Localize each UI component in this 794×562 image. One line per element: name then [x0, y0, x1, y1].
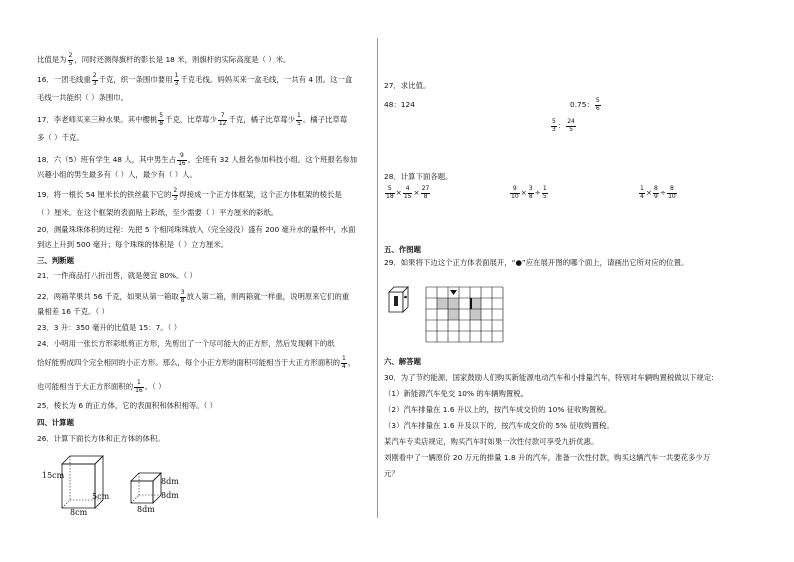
- section-6-heading: 六、解答题: [384, 357, 421, 366]
- q22-text-a: 22．两箱苹果共 56 千克，如果从第一箱取: [37, 292, 179, 301]
- cube-edge-label-1: 8dm: [161, 477, 179, 486]
- numerator: 2: [92, 72, 97, 79]
- question-19-line-1: [37, 188, 342, 202]
- q24-text-c: 也可能相当于大正方形面积的: [37, 382, 134, 391]
- question-20-line-1: 20．测量珠珠体积的过程：先把 5 个相同珠珠放入（完全浸没）盛有 200 毫升水的量杯中，水面: [37, 225, 356, 234]
- calc-3: [638, 186, 678, 200]
- fraction: [403, 186, 413, 200]
- numerator: 5: [595, 97, 600, 104]
- q16-text-b: 千克，织一条围巾要用: [98, 75, 173, 84]
- fraction: [177, 153, 187, 167]
- q24-text-b: ，: [347, 358, 356, 367]
- question-18-line-1: [37, 153, 357, 167]
- numerator: 9: [177, 153, 187, 161]
- numerator: 24: [567, 118, 575, 125]
- question-30-line-6: 刘刚看中了一辆原价 20 万元的排量 1.8 升的汽车，准备一次性付款，购买这辆汽车一共要花多少万: [384, 453, 711, 462]
- cube-side-face: [153, 473, 161, 503]
- question-22-line-2: 量相差 16 千克。（ ）: [37, 307, 109, 316]
- denominator: 8: [528, 192, 533, 200]
- cube-hidden-edge: [131, 495, 139, 503]
- numerator: 9: [510, 186, 520, 194]
- q17-text-d: 。橘子比草莓: [302, 115, 348, 124]
- q19-text-a: 19．将一根长 54 厘米长的铁丝截下它的: [37, 190, 172, 199]
- denominator: 18: [386, 192, 394, 200]
- question-27: 27．求比值。: [384, 81, 431, 90]
- section-4-heading: 四、计算题: [37, 418, 74, 427]
- q17-text-b: 千克，比草莓少: [165, 115, 217, 124]
- numerator: 3: [180, 289, 185, 296]
- denominator: 8: [159, 119, 164, 127]
- fraction: [595, 98, 601, 112]
- q15-text-a: 比值是为: [37, 55, 67, 64]
- fraction: [172, 188, 178, 202]
- question-25: 25．棱长为 6 的正方体，它的表面积和体积相等。（ ）: [37, 401, 218, 410]
- q16-text-a: 16．一团毛线重: [37, 75, 91, 84]
- q18-text-b: ，全班有 32 人报名参加科技小组。这个班报名参加: [187, 155, 358, 164]
- question-16-line-1: [37, 73, 352, 87]
- section-5-heading: 五、作图题: [384, 245, 421, 254]
- q22-text-b: 放入第二箱，则两箱就一样重，说明原来它们的重: [186, 292, 350, 301]
- fraction: [158, 113, 164, 127]
- denominator: 3: [92, 79, 97, 87]
- numerator: 27: [421, 185, 430, 192]
- question-30-line-4: （3）汽车排量在 1.6 升及以下的，按汽车成交价的 5% 征收购置税。: [384, 421, 614, 430]
- fraction: [296, 113, 302, 127]
- numerator: 5: [552, 118, 556, 125]
- q24-text-a: 恰好能剪成四个完全相同的小正方形。那么，每个小正方形的面积可能相当于大正方形面积的: [37, 358, 341, 367]
- denominator: 3: [174, 79, 179, 87]
- operator: ×: [395, 188, 402, 197]
- fraction: [653, 186, 659, 200]
- numerator: 1: [134, 380, 144, 388]
- ratio-3: [550, 119, 577, 133]
- numerator: 5: [159, 112, 164, 119]
- ratio-1: 48：124: [384, 100, 415, 109]
- numerator: 1: [640, 185, 644, 192]
- question-30-line-5: 某汽车专卖店规定，购买汽车时如果一次性付款可享受九折优惠。: [384, 437, 599, 446]
- question-21: 21．一件商品打八折出售，就是便宜 80%。（ ）: [37, 271, 197, 280]
- question-17-line-1: [37, 113, 347, 127]
- denominator: 6: [595, 104, 600, 112]
- net-grid: [426, 287, 516, 347]
- denominator: 8: [180, 296, 185, 304]
- question-20-line-2: 到达上升到 500 毫升；每个珠珠的体积是（ ）立方厘米。: [37, 240, 229, 249]
- numerator: 8: [654, 185, 658, 192]
- question-24-line-1: 24．小明用一张长方形彩纸剪正方形，先剪出了一个尽可能大的正方形，然后发现剩下的纸: [37, 339, 335, 348]
- q16-text-c: 千克毛线。妈妈买来一盒毛线，一共有 4 团。这一盒: [180, 75, 353, 84]
- question-28: 28．计算下面各题。: [384, 172, 453, 181]
- ratio-sign: ：: [557, 121, 566, 130]
- numerator: 1: [297, 112, 301, 119]
- operator: ×: [645, 188, 653, 197]
- fraction: [421, 186, 431, 200]
- denominator: 9: [654, 192, 658, 200]
- question-30-line-7: 元？: [384, 469, 399, 478]
- question-15-tail: [37, 53, 290, 67]
- question-30-line-1: 30．为了节约能源，国家鼓励人们购买新能源电动汽车和小排量汽车，特别对车辆购置税做以下规定:: [384, 373, 714, 382]
- question-16-line-2: 毛线一共能织（ ）条围巾。: [37, 93, 129, 102]
- cube-edge-label-3: 8dm: [137, 505, 155, 514]
- cuboid-figure: [62, 452, 142, 512]
- cuboid-top-face: [62, 456, 103, 464]
- q24-text-d: 。（ ）: [144, 382, 166, 391]
- question-19-line-2: （ ）厘米。在这个框架的表面贴上彩纸，至少需要（ ）平方厘米的彩纸。: [37, 208, 279, 217]
- q19-text-b: 焊接成一个正方体框架，这个正方体框架的棱长是: [179, 190, 342, 199]
- fraction: [667, 186, 677, 200]
- calc-2: [509, 186, 549, 200]
- question-24-line-3: [37, 380, 166, 394]
- denominator: 15: [403, 192, 412, 200]
- numerator: 8: [667, 186, 677, 194]
- operator: ×: [520, 188, 527, 197]
- numerator: 2: [173, 187, 178, 194]
- fraction: [218, 113, 228, 127]
- denominator: 4: [640, 192, 644, 200]
- denominator: 4: [342, 362, 346, 370]
- numerator: 5: [385, 186, 395, 194]
- question-22-line-1: [37, 290, 349, 304]
- denominator: 5: [297, 119, 301, 127]
- operator: ×: [413, 188, 420, 197]
- fraction: [639, 186, 645, 200]
- fraction: [68, 53, 74, 67]
- operator: ÷: [534, 188, 541, 197]
- cube-with-dot-figure: [389, 286, 419, 316]
- operator: ÷: [659, 188, 667, 197]
- question-24-line-2: [37, 356, 355, 370]
- denominator: 16: [178, 159, 186, 167]
- fraction: [341, 356, 347, 370]
- net-face-shaded: [448, 298, 459, 309]
- fraction: [551, 119, 557, 133]
- cuboid-hidden-edge: [62, 500, 70, 508]
- net-face-shaded: [470, 309, 481, 320]
- numerator: 2: [68, 52, 73, 59]
- question-17-line-2: 多（ ）千克。: [37, 133, 84, 142]
- fraction: [528, 186, 534, 200]
- column-divider: [377, 38, 378, 518]
- denominator: 10: [511, 192, 519, 200]
- fraction: [566, 119, 576, 133]
- cuboid-depth-label: 5cm: [92, 492, 110, 501]
- denominator: 12: [218, 119, 227, 127]
- denominator: 16: [135, 386, 143, 394]
- question-23: 23．3 升：350 毫升的比值是 15：7。（ ）: [37, 323, 182, 332]
- cuboid-height-label: 15cm: [42, 471, 65, 480]
- calc-1: [384, 186, 431, 200]
- net-face-empty: [459, 298, 470, 309]
- question-30-line-3: （2）汽车排量在 1.6 升以上的，按汽车成交价的 10% 征收购置税。: [384, 405, 612, 414]
- denominator: 5: [542, 192, 547, 200]
- cube-edge-label-2: 8dm: [161, 491, 179, 500]
- q17-text-c: 千克，橘子比草莓少: [228, 115, 296, 124]
- cube-side-face: [403, 287, 408, 312]
- denominator: 3: [173, 194, 178, 202]
- numerator: 1: [174, 72, 179, 79]
- section-3-heading: 三、判断题: [37, 256, 74, 265]
- numerator: 3: [528, 185, 533, 192]
- ratio-2: [570, 98, 602, 112]
- q15-text-b: ，同时还测得旗杆的影长是 18 米，则旗杆的实际高度是（ ）米。: [74, 55, 291, 64]
- q18-text-a: 18．六（5）班有学生 48 人，其中男生占: [37, 155, 177, 164]
- question-30-line-2: （1）新能源汽车免交 10% 的车辆购置税。: [384, 389, 529, 398]
- cuboid-width-label: 8cm: [70, 508, 88, 517]
- question-26: 26．计算下面长方体和正方体的体积。: [37, 434, 165, 443]
- ratio-2-text: 0.75：: [570, 100, 594, 109]
- denominator: 10: [668, 192, 676, 200]
- denominator: 5: [569, 125, 573, 133]
- cube-front-face: [131, 481, 153, 503]
- denominator: 3: [552, 125, 556, 133]
- fraction: [174, 73, 180, 87]
- numerator: 1: [342, 355, 346, 362]
- cuboid-front-face: [62, 464, 95, 508]
- denominator: 5: [68, 59, 73, 67]
- fraction: [92, 73, 98, 87]
- net-face-shaded: [448, 309, 459, 320]
- fraction: [180, 290, 186, 304]
- cube-face-marking: [394, 296, 398, 306]
- denominator: 8: [423, 192, 428, 200]
- dot-marker-icon: [404, 296, 407, 299]
- grid-lines: [426, 287, 503, 342]
- numerator: 1: [542, 185, 547, 192]
- q17-text-a: 17．李老师买来三种水果。其中樱桃: [37, 115, 158, 124]
- net-face-shaded: [437, 298, 448, 309]
- fraction: [510, 186, 520, 200]
- question-29: 29．如果将下边这个正方体表面展开，“●”应在展开图的哪个面上，请画出它所对应的位置。: [384, 258, 689, 267]
- numerator: 4: [403, 186, 413, 194]
- fraction: [385, 186, 395, 200]
- numerator: 7: [218, 113, 228, 121]
- fraction: [542, 186, 548, 200]
- question-18-line-2: 兴趣小组的男生最多有（ ）人，最少有（ ）人。: [37, 170, 197, 179]
- fraction: [134, 380, 144, 394]
